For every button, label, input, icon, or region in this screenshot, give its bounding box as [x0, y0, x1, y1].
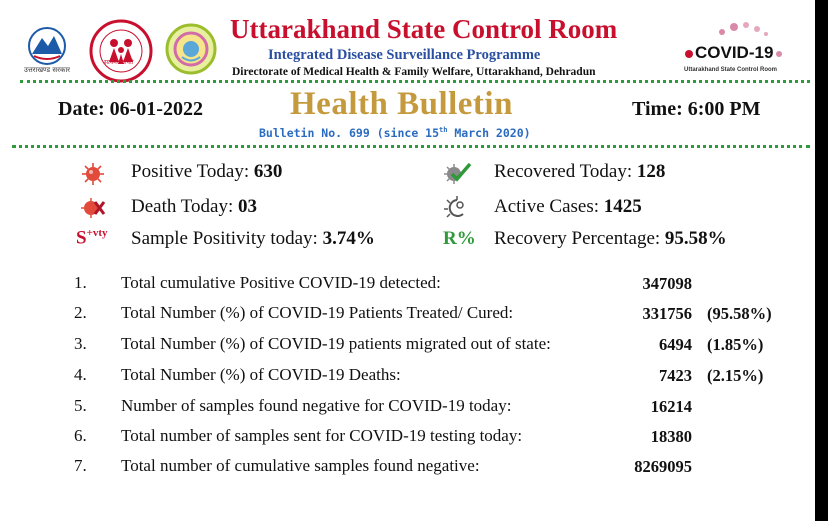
row-label: Total number of samples sent for COVID-19 testing today: [121, 426, 523, 445]
recovered-today [494, 161, 665, 183]
row-label: Total Number (%) of COVID-19 Patients Treated/ Cured: [121, 303, 514, 322]
row-label: Total Number (%) of COVID-19 Deaths: [121, 365, 401, 384]
directorate-line: Directorate of Medical Health & Family Welfare, Uttarakhand, Dehradun [232, 66, 596, 78]
idsp-logo [164, 22, 218, 76]
covid-badge-title [685, 43, 782, 63]
sample-positivity-label: Sample Positivity today: [131, 228, 323, 249]
bulletin-number-sup: th [439, 126, 448, 135]
covid-badge-caption: Uttarakhand State Control Room [684, 67, 778, 73]
row-number: 2. [74, 303, 87, 322]
sample-positivity-value: 3.74% [322, 228, 375, 249]
row-percent: (2.15%) [707, 366, 764, 385]
row-number: 4. [74, 365, 87, 384]
row-value: 331756 [642, 304, 692, 323]
sample-positivity-symbol [76, 227, 108, 249]
recovered-today-label: Recovered Today: [494, 161, 637, 182]
row-percent: (95.58%) [707, 304, 772, 323]
recovery-percentage-label: Recovery Percentage: [494, 228, 665, 249]
virus-dot-icon [685, 50, 693, 58]
death-today [131, 196, 257, 218]
positive-today-value: 630 [253, 161, 283, 182]
bulletin-title: Health Bulletin [290, 86, 513, 122]
nhm-caption: सत्यमेव जयते [104, 59, 134, 66]
active-cases-label: Active Cases: [494, 196, 604, 217]
row-label: Total cumulative Positive COVID-19 detected: [121, 273, 441, 292]
virus-outline-icon [443, 196, 471, 220]
row-number: 5. [74, 396, 87, 415]
sample-positivity-symbol-sup: +vty [86, 227, 108, 239]
row-value: 18380 [650, 427, 692, 446]
row-value: 347098 [642, 274, 692, 293]
bulletin-number-prefix: Bulletin No. 699 (since 15 [259, 126, 440, 140]
uttarakhand-emblem-logo [22, 22, 72, 78]
sample-positivity [131, 228, 375, 250]
row-value: 6494 [659, 335, 692, 354]
recovery-percentage-symbol: R% [443, 228, 476, 249]
virus-check-icon [442, 162, 472, 186]
positive-today-label: Positive Today: [131, 161, 254, 182]
recovery-percentage [494, 228, 727, 250]
bottom-dotted-divider [12, 145, 810, 148]
bulletin-number [259, 126, 531, 140]
page-title: Uttarakhand State Control Room [230, 14, 618, 44]
row-label: Total number of cumulative samples found negative: [121, 456, 480, 475]
bulletin-number-suffix: March 2020) [447, 126, 531, 140]
row-number: 3. [74, 334, 87, 353]
row-value: 8269095 [634, 457, 692, 476]
row-value: 7423 [659, 366, 692, 385]
national-health-mission-logo [88, 18, 154, 84]
emblem-caption: उत्तराखण्ड सरकार [23, 65, 71, 74]
row-label: Number of samples found negative for COVID-19 today: [121, 396, 512, 415]
bulletin-time: Time: 6:00 PM [632, 98, 761, 120]
death-today-label: Death Today: [131, 196, 239, 217]
row-number: 7. [74, 456, 87, 475]
row-label: Total Number (%) of COVID-19 patients migrated out of state: [121, 334, 551, 353]
top-dotted-divider [20, 80, 810, 83]
virus-dot-icon [776, 51, 782, 57]
active-cases [494, 196, 642, 218]
active-cases-value: 1425 [603, 196, 642, 217]
programme-subtitle: Integrated Disease Surveillance Programme [268, 47, 541, 63]
positive-today [131, 161, 282, 183]
covid-badge-title-text: COVID-19 [695, 43, 774, 62]
bulletin-date: Date: 06-01-2022 [58, 98, 203, 120]
covid-badge-dots [700, 20, 780, 38]
virus-icon [80, 162, 106, 186]
row-number: 6. [74, 426, 87, 445]
recovery-percentage-value: 95.58% [664, 228, 727, 249]
virus-crossed-icon [80, 196, 106, 220]
sample-positivity-symbol-text: S [76, 227, 87, 249]
row-number: 1. [74, 273, 87, 292]
row-percent: (1.85%) [707, 335, 764, 354]
row-value: 16214 [650, 397, 692, 416]
recovered-today-value: 128 [636, 161, 666, 182]
death-today-value: 03 [238, 196, 258, 217]
